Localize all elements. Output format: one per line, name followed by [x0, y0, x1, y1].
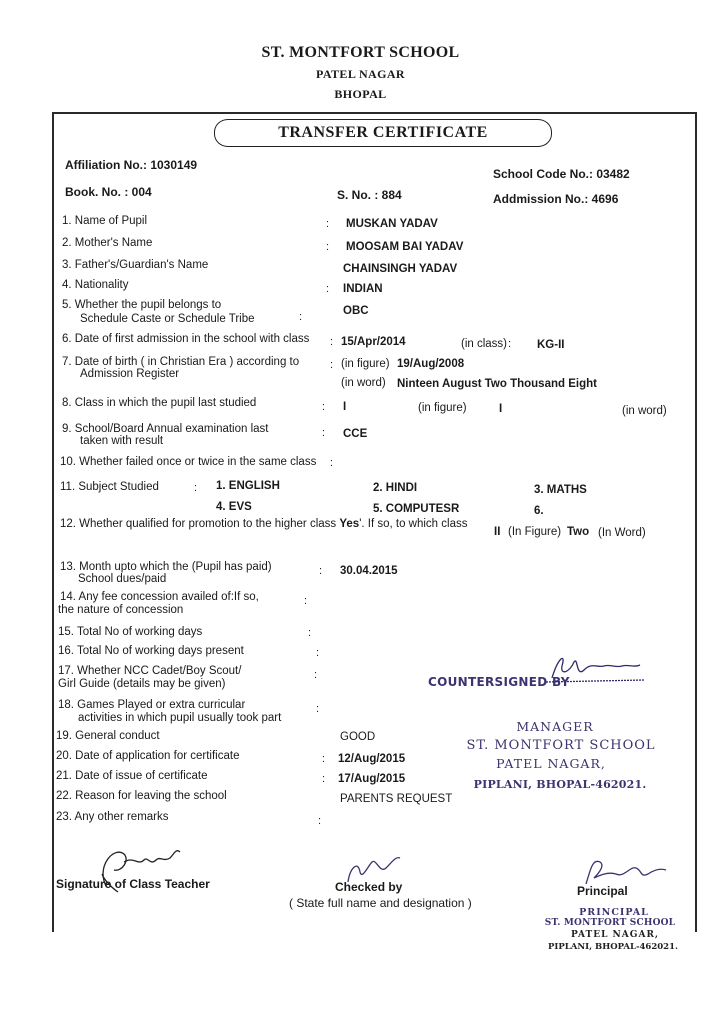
item-2-label: 2. Mother's Name [62, 237, 153, 249]
in-word-label: (in word) [341, 377, 386, 389]
affiliation-number: Affiliation No.: 1030149 [65, 158, 198, 172]
colon: : [322, 753, 326, 765]
manager-stamp-city: PIPLANI, BHOPAL-462021. [473, 778, 647, 791]
admission-class: KG-II [537, 339, 565, 351]
colon: : [308, 627, 312, 639]
dues-paid-upto: 30.04.2015 [340, 565, 398, 577]
colon: : [316, 647, 320, 659]
colon: : [330, 336, 334, 348]
countersigned-label: COUNTERSIGNED BY [428, 675, 570, 689]
subject-3: 3. MATHS [534, 484, 587, 496]
colon: : [330, 457, 334, 469]
admission-number: Addmission No.: 4696 [493, 192, 619, 206]
in-figure-label: (in figure) [418, 402, 467, 414]
certificate-title: TRANSFER CERTIFICATE [214, 119, 552, 147]
application-date: 12/Aug/2015 [338, 753, 406, 765]
in-class-label: (in class) [461, 338, 508, 350]
item-18-label: 18. Games Played or extra curricular [58, 699, 246, 711]
item-22-label: 22. Reason for leaving the school [56, 790, 227, 802]
pupil-name: MUSKAN YADAV [346, 218, 438, 230]
subject-6: 6. [534, 505, 544, 517]
colon: : [194, 482, 198, 494]
item-9-label-cont: taken with result [80, 435, 164, 447]
colon: : [330, 359, 334, 371]
nationality: INDIAN [343, 283, 383, 295]
item-11-label: 11. Subject Studied [60, 481, 159, 493]
first-admission-date: 15/Apr/2014 [341, 336, 406, 348]
colon: : [314, 669, 318, 681]
school-city: BHOPAL [334, 87, 387, 101]
colon: : [326, 283, 330, 295]
item-12-mid: '. If so, to which class [359, 518, 468, 530]
item-9-label: 9. School/Board Annual examination last [62, 423, 269, 435]
subject-2: 2. HINDI [373, 482, 418, 494]
item-21-label: 21. Date of issue of certificate [56, 770, 208, 782]
manager-stamp-title: MANAGER [516, 719, 594, 734]
colon: : [326, 218, 330, 230]
item-16-label: 16. Total No of working days present [58, 645, 244, 657]
item-7-label-cont: Admission Register [80, 368, 180, 380]
mother-name: MOOSAM BAI YADAV [346, 241, 464, 253]
item-15-label: 15. Total No of working days [58, 626, 203, 638]
designation-note: ( State full name and designation ) [289, 896, 472, 910]
dob-figure: 19/Aug/2008 [397, 358, 465, 370]
border-left [52, 112, 54, 932]
promotion-class-figure: II [494, 526, 501, 538]
leaving-reason: PARENTS REQUEST [340, 793, 453, 805]
manager-signature-icon [540, 648, 650, 688]
last-class-figure: I [343, 401, 347, 413]
colon: : [322, 427, 326, 439]
item-5-label-cont: Schedule Caste or Schedule Tribe [80, 313, 255, 325]
in-figure-label: (In Figure) [508, 526, 562, 538]
colon: : [508, 338, 512, 350]
book-number: Book. No. : 004 [65, 185, 152, 199]
principal-stamp-area: PATEL NAGAR, [570, 930, 660, 940]
school-name: ST. MONTFORT SCHOOL [261, 44, 460, 61]
item-5-label: 5. Whether the pupil belongs to [62, 299, 222, 311]
subject-1: 1. ENGLISH [216, 480, 280, 492]
promotion-class-word: Two [567, 526, 590, 538]
item-7-label: 7. Date of birth ( in Christian Era ) according to [62, 356, 300, 368]
item-10-label: 10. Whether failed once or twice in the same class [60, 456, 317, 468]
in-figure-label: (in figure) [341, 358, 390, 370]
school-code: School Code No.: 03482 [493, 167, 630, 181]
colon: : [304, 595, 308, 607]
principal-stamp-school: ST. MONTFORT SCHOOL [544, 918, 676, 928]
item-6-label: 6. Date of first admission in the school with class [62, 333, 310, 345]
in-word-label: (in word) [622, 405, 667, 417]
manager-stamp-area: PATEL NAGAR, [496, 756, 606, 771]
colon: : [299, 311, 303, 323]
subject-5: 5. COMPUTESR [373, 503, 460, 515]
last-class-word: I [499, 403, 503, 415]
exam-result: CCE [343, 428, 368, 440]
in-word-label: (In Word) [598, 527, 646, 539]
colon: : [319, 565, 323, 577]
dob-words: Ninteen August Two Thousand Eight [397, 378, 597, 390]
item-19-label: 19. General conduct [56, 730, 160, 742]
item-1-label: 1. Name of Pupil [62, 215, 148, 227]
subject-4: 4. EVS [216, 501, 252, 513]
border-top [52, 112, 697, 114]
item-18-label-cont: activities in which pupil usually took part [78, 712, 282, 724]
father-name: CHAINSINGH YADAV [343, 263, 458, 275]
class-teacher-signature-label: Signature of Class Teacher [56, 877, 210, 891]
general-conduct: GOOD [340, 731, 376, 743]
colon: : [316, 703, 320, 715]
principal-stamp-title: PRINCIPAL [579, 907, 649, 918]
item-13-label-cont: School dues/paid [78, 573, 167, 585]
colon: : [318, 815, 322, 827]
item-13-label: 13. Month upto which the (Pupil has paid) [60, 561, 272, 573]
item-20-label: 20. Date of application for certificate [56, 750, 240, 762]
colon: : [322, 773, 326, 785]
colon: : [326, 241, 330, 253]
promotion-answer: Yes [339, 518, 360, 530]
item-3-label: 3. Father's/Guardian's Name [62, 259, 209, 271]
principal-stamp-city: PIPLANI, BHOPAL-462021. [548, 942, 678, 952]
principal-label: Principal [577, 884, 628, 898]
item-17-label-cont: Girl Guide (details may be given) [58, 678, 226, 690]
serial-number: S. No. : 884 [337, 188, 402, 202]
item-12-label [60, 518, 467, 531]
item-4-label: 4. Nationality [62, 279, 129, 291]
item-14-label-cont: the nature of concession [58, 604, 184, 616]
issue-date: 17/Aug/2015 [338, 773, 406, 785]
colon: : [322, 401, 326, 413]
manager-stamp-school: ST. MONTFORT SCHOOL [466, 738, 656, 753]
item-8-label: 8. Class in which the pupil last studied [62, 397, 257, 409]
item-14-label: 14. Any fee concession availed of:If so, [60, 591, 259, 603]
item-23-label: 23. Any other remarks [56, 811, 169, 823]
checked-by-label: Checked by [335, 880, 403, 894]
school-area: PATEL NAGAR [316, 67, 405, 81]
caste-category: OBC [343, 305, 369, 317]
border-right [695, 112, 697, 932]
item-12-text: 12. Whether qualified for promotion to the higher class [60, 518, 337, 530]
item-17-label: 17. Whether NCC Cadet/Boy Scout/ [58, 665, 242, 677]
